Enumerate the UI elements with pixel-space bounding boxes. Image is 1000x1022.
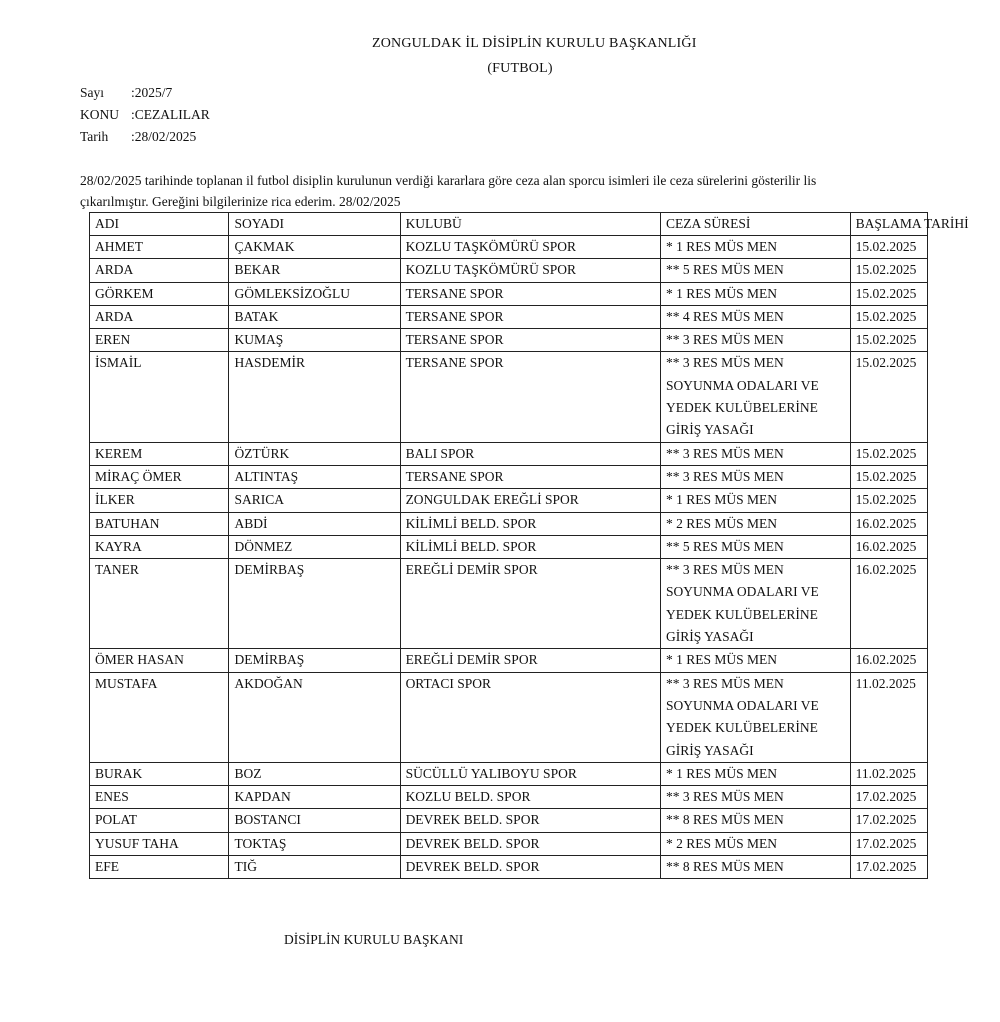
- table-row: [90, 559, 928, 649]
- table-row: [90, 786, 928, 809]
- cell-ceza: ** 8 RES MÜS MEN: [661, 809, 851, 832]
- cell-soyadi: ÖZTÜRK: [229, 442, 400, 465]
- cell-adi: ARDA: [90, 259, 229, 282]
- cell-soyadi: KUMAŞ: [229, 329, 400, 352]
- cell-adi: EREN: [90, 329, 229, 352]
- cell-soyadi: TIĞ: [229, 856, 400, 879]
- cell-adi: MUSTAFA: [90, 672, 229, 762]
- cell-adi: MİRAÇ ÖMER: [90, 465, 229, 488]
- table-row: [90, 649, 928, 672]
- cell-baslama-tarihi: 11.02.2025: [850, 762, 927, 785]
- cell-adi: İLKER: [90, 489, 229, 512]
- meta-tarih-value: :28/02/2025: [131, 129, 197, 144]
- meta-konu: [80, 104, 210, 126]
- cell-kulubu: DEVREK BELD. SPOR: [400, 832, 660, 855]
- cell-baslama-tarihi: 16.02.2025: [850, 535, 927, 558]
- cell-kulubu: KİLİMLİ BELD. SPOR: [400, 535, 660, 558]
- table-row: [90, 672, 928, 762]
- table-row: [90, 762, 928, 785]
- cell-baslama-tarihi: 17.02.2025: [850, 786, 927, 809]
- cell-ceza: ** 3 RES MÜS MEN: [661, 786, 851, 809]
- cell-soyadi: BEKAR: [229, 259, 400, 282]
- cell-soyadi: GÖMLEKSİZOĞLU: [229, 282, 400, 305]
- cell-kulubu: TERSANE SPOR: [400, 329, 660, 352]
- document-meta: [80, 82, 210, 148]
- cell-soyadi: HASDEMİR: [229, 352, 400, 442]
- meta-sayi-value: :2025/7: [131, 85, 173, 100]
- cell-baslama-tarihi: 15.02.2025: [850, 282, 927, 305]
- cell-baslama-tarihi: 15.02.2025: [850, 259, 927, 282]
- cell-kulubu: BALI SPOR: [400, 442, 660, 465]
- cell-adi: YUSUF TAHA: [90, 832, 229, 855]
- cell-adi: İSMAİL: [90, 352, 229, 442]
- cell-ceza: * 1 RES MÜS MEN: [661, 236, 851, 259]
- cell-ceza: * 1 RES MÜS MEN: [661, 282, 851, 305]
- cell-ceza: ** 3 RES MÜS MEN SOYUNMA ODALARI VE YEDEK KULÜBELERİNE GİRİŞ YASAĞI: [661, 559, 851, 649]
- header-kulubu: KULUBÜ: [400, 213, 660, 236]
- cell-ceza: ** 3 RES MÜS MEN SOYUNMA ODALARI VE YEDEK KULÜBELERİNE GİRİŞ YASAĞI: [661, 672, 851, 762]
- cell-soyadi: ÇAKMAK: [229, 236, 400, 259]
- cell-kulubu: EREĞLİ DEMİR SPOR: [400, 649, 660, 672]
- cell-kulubu: KOZLU TAŞKÖMÜRÜ SPOR: [400, 259, 660, 282]
- cell-soyadi: BOZ: [229, 762, 400, 785]
- cell-soyadi: DÖNMEZ: [229, 535, 400, 558]
- cell-ceza: ** 3 RES MÜS MEN: [661, 465, 851, 488]
- document-subtitle: (FUTBOL): [487, 61, 553, 76]
- cell-baslama-tarihi: 15.02.2025: [850, 305, 927, 328]
- cell-baslama-tarihi: 11.02.2025: [850, 672, 927, 762]
- cell-baslama-tarihi: 17.02.2025: [850, 856, 927, 879]
- table-row: [90, 465, 928, 488]
- cell-ceza: * 1 RES MÜS MEN: [661, 489, 851, 512]
- cell-kulubu: SÜCÜLLÜ YALIBOYU SPOR: [400, 762, 660, 785]
- cell-kulubu: EREĞLİ DEMİR SPOR: [400, 559, 660, 649]
- table-header-row: [90, 213, 928, 236]
- cell-ceza: * 2 RES MÜS MEN: [661, 832, 851, 855]
- cell-soyadi: DEMİRBAŞ: [229, 649, 400, 672]
- cell-adi: KEREM: [90, 442, 229, 465]
- cell-baslama-tarihi: 15.02.2025: [850, 465, 927, 488]
- cell-ceza: ** 3 RES MÜS MEN: [661, 329, 851, 352]
- cell-soyadi: DEMİRBAŞ: [229, 559, 400, 649]
- document-title: ZONGULDAK İL DİSİPLİN KURULU BAŞKANLIĞI: [372, 36, 697, 51]
- cell-baslama-tarihi: 15.02.2025: [850, 442, 927, 465]
- table-body: [90, 236, 928, 879]
- intro-paragraph-line2: çıkarılmıştır. Gereğini bilgilerinize rica ederim. 28/02/2025: [80, 194, 401, 209]
- table-row: [90, 832, 928, 855]
- cell-adi: ÖMER HASAN: [90, 649, 229, 672]
- cell-adi: ENES: [90, 786, 229, 809]
- cell-kulubu: TERSANE SPOR: [400, 282, 660, 305]
- cell-ceza: ** 5 RES MÜS MEN: [661, 259, 851, 282]
- table-row: [90, 282, 928, 305]
- penalty-table: [89, 212, 969, 879]
- cell-kulubu: TERSANE SPOR: [400, 305, 660, 328]
- header-soyadi: SOYADI: [229, 213, 400, 236]
- table-row: [90, 856, 928, 879]
- cell-kulubu: KİLİMLİ BELD. SPOR: [400, 512, 660, 535]
- cell-soyadi: ALTINTAŞ: [229, 465, 400, 488]
- table-row: [90, 305, 928, 328]
- cell-adi: ARDA: [90, 305, 229, 328]
- cell-kulubu: ZONGULDAK EREĞLİ SPOR: [400, 489, 660, 512]
- cell-baslama-tarihi: 15.02.2025: [850, 236, 927, 259]
- cell-kulubu: ORTACI SPOR: [400, 672, 660, 762]
- header-baslama-tarihi: BAŞLAMA TARİHİ: [850, 213, 927, 236]
- cell-baslama-tarihi: 16.02.2025: [850, 512, 927, 535]
- table-row: [90, 442, 928, 465]
- table-row: [90, 535, 928, 558]
- cell-adi: AHMET: [90, 236, 229, 259]
- meta-tarih: [80, 126, 210, 148]
- cell-kulubu: KOZLU TAŞKÖMÜRÜ SPOR: [400, 236, 660, 259]
- signature-title: DİSİPLİN KURULU BAŞKANI: [284, 932, 464, 947]
- cell-baslama-tarihi: 16.02.2025: [850, 559, 927, 649]
- header-ceza: CEZA SÜRESİ: [661, 213, 851, 236]
- cell-baslama-tarihi: 17.02.2025: [850, 832, 927, 855]
- cell-soyadi: BOSTANCI: [229, 809, 400, 832]
- cell-soyadi: SARICA: [229, 489, 400, 512]
- cell-kulubu: TERSANE SPOR: [400, 352, 660, 442]
- table-row: [90, 512, 928, 535]
- table-row: [90, 489, 928, 512]
- cell-ceza: ** 3 RES MÜS MEN SOYUNMA ODALARI VE YEDEK KULÜBELERİNE GİRİŞ YASAĞI: [661, 352, 851, 442]
- cell-ceza: ** 8 RES MÜS MEN: [661, 856, 851, 879]
- meta-konu-value: :CEZALILAR: [131, 107, 210, 122]
- cell-soyadi: TOKTAŞ: [229, 832, 400, 855]
- cell-adi: GÖRKEM: [90, 282, 229, 305]
- table-row: [90, 809, 928, 832]
- cell-baslama-tarihi: 15.02.2025: [850, 352, 927, 442]
- intro-paragraph-line1: 28/02/2025 tarihinde toplanan il futbol disiplin kurulunun verdiği kararlara göre ceza alan sporcu isimleri ile ceza sürelerini gösterilir lis: [80, 173, 817, 188]
- cell-ceza: * 2 RES MÜS MEN: [661, 512, 851, 535]
- cell-kulubu: DEVREK BELD. SPOR: [400, 809, 660, 832]
- cell-adi: TANER: [90, 559, 229, 649]
- cell-adi: BURAK: [90, 762, 229, 785]
- cell-ceza: ** 4 RES MÜS MEN: [661, 305, 851, 328]
- cell-kulubu: TERSANE SPOR: [400, 465, 660, 488]
- cell-soyadi: KAPDAN: [229, 786, 400, 809]
- cell-soyadi: AKDOĞAN: [229, 672, 400, 762]
- cell-soyadi: ABDİ: [229, 512, 400, 535]
- cell-ceza: * 1 RES MÜS MEN: [661, 762, 851, 785]
- cell-ceza: * 1 RES MÜS MEN: [661, 649, 851, 672]
- table-row: [90, 352, 928, 442]
- table-row: [90, 236, 928, 259]
- meta-sayi: [80, 82, 210, 104]
- cell-baslama-tarihi: 16.02.2025: [850, 649, 927, 672]
- header-adi: ADI: [90, 213, 229, 236]
- cell-adi: BATUHAN: [90, 512, 229, 535]
- cell-baslama-tarihi: 17.02.2025: [850, 809, 927, 832]
- meta-konu-label: KONU: [80, 107, 119, 122]
- cell-baslama-tarihi: 15.02.2025: [850, 489, 927, 512]
- table-row: [90, 329, 928, 352]
- cell-adi: POLAT: [90, 809, 229, 832]
- cell-ceza: ** 5 RES MÜS MEN: [661, 535, 851, 558]
- cell-adi: KAYRA: [90, 535, 229, 558]
- cell-ceza: ** 3 RES MÜS MEN: [661, 442, 851, 465]
- cell-adi: EFE: [90, 856, 229, 879]
- meta-tarih-label: Tarih: [80, 129, 109, 144]
- cell-baslama-tarihi: 15.02.2025: [850, 329, 927, 352]
- meta-sayi-label: Sayı: [80, 85, 105, 100]
- table-row: [90, 259, 928, 282]
- cell-kulubu: DEVREK BELD. SPOR: [400, 856, 660, 879]
- cell-soyadi: BATAK: [229, 305, 400, 328]
- cell-kulubu: KOZLU BELD. SPOR: [400, 786, 660, 809]
